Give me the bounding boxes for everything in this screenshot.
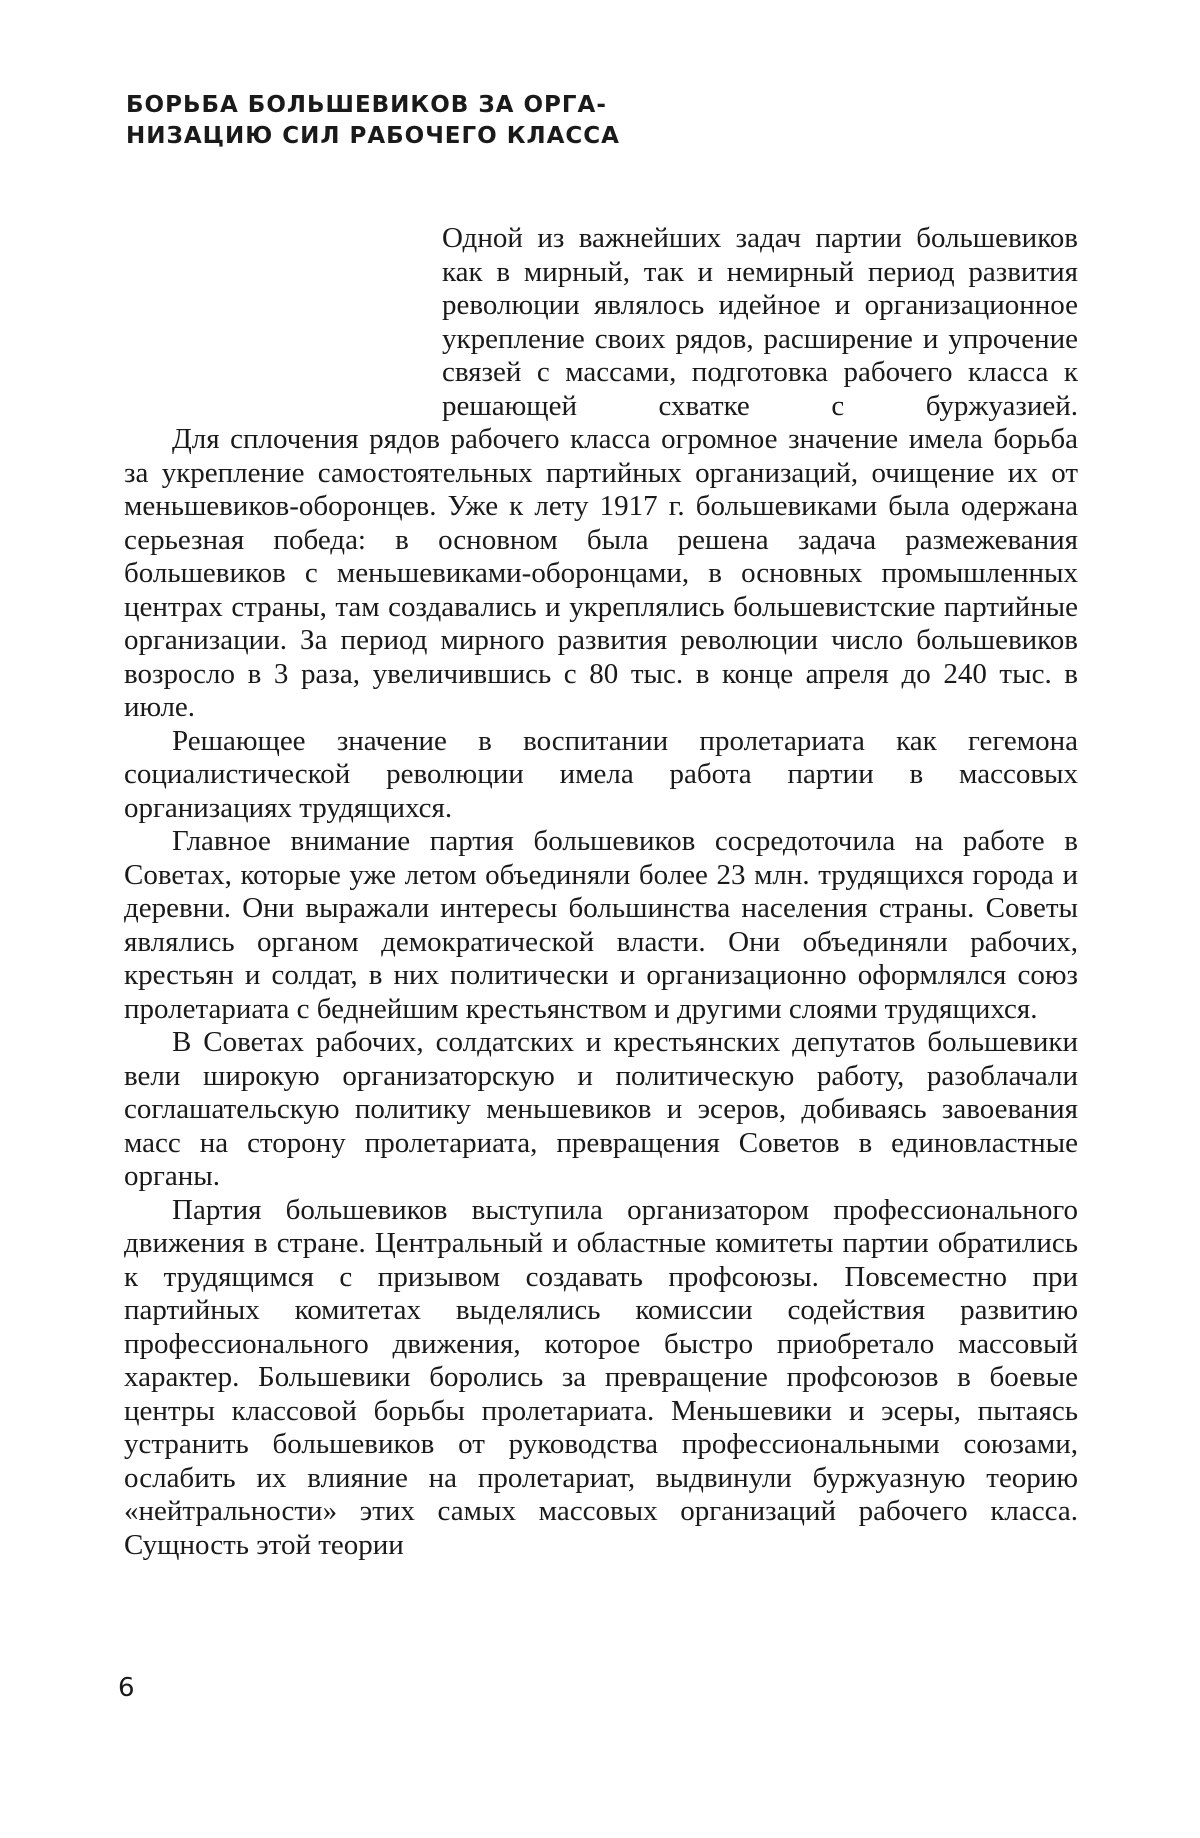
section-heading-line-2: НИЗАЦИЮ СИЛ РАБОЧЕГО КЛАССА bbox=[126, 121, 826, 152]
paragraph-4: Главное внимание партия большевиков сосредоточила на работе в Советах, которые уже летом объединяли более 23 млн. трудящихся города и деревни. Они выражали интересы большинства населения страны. Советы являлись органом демократической власти. Они объединяли рабочих, крестьян и солдат, в них политически и организационно оформлялся союз пролетариата с беднейшим крестьянством и другими слоями трудящихся. bbox=[124, 825, 1078, 1026]
paragraph-5: В Советах рабочих, солдатских и крестьянских депутатов большевики вели широкую организаторскую и политическую работу, разоблачали соглашательскую политику меньшевиков и эсеров, добиваясь завоевания масс на сторону пролетариата, превращения Советов в единовластные органы. bbox=[124, 1026, 1078, 1194]
section-heading bbox=[126, 90, 826, 152]
paragraph-1-text: Одной из важнейших задач партии большевиков как в мирный, так и немирный период развития революции являлось идейное и организационное укрепление своих рядов, расширение и упрочение связей с массами, подготовка рабочего класса к решающей схватке с буржуазией. bbox=[124, 222, 1078, 423]
section-heading-line-1: БОРЬБА БОЛЬШЕВИКОВ ЗА ОРГА- bbox=[126, 90, 826, 121]
paragraph-6: Партия большевиков выступила организатором профессионального движения в стране. Центральный и областные комитеты партии обратились к трудящимся с призывом создавать профсоюзы. Повсеместно при партийных комитетах выделялись комиссии содействия развитию профессионального движения, которое быстро приобретало массовый характер. Большевики боролись за превращение профсоюзов в боевые центры классовой борьбы пролетариата. Меньшевики и эсеры, пытаясь устранить большевиков от руководства профессиональными союзами, ослабить их влияние на пролетариат, выдвинули буржуазную теорию «нейтральности» этих самых массовых организаций рабочего класса. Сущность этой теории bbox=[124, 1194, 1078, 1563]
paragraph-3: Решающее значение в воспитании пролетариата как гегемона социалистической революции имела работа партии в массовых организациях трудящихся. bbox=[124, 725, 1078, 826]
page-number: 6 bbox=[118, 1673, 135, 1703]
body-text bbox=[124, 222, 1078, 1562]
paragraph-1 bbox=[124, 222, 1078, 423]
paragraph-2: Для сплочения рядов рабочего класса огромное значение имела борьба за укрепление самостоятельных партийных организаций, очищение их от меньшевиков-оборонцев. Уже к лету 1917 г. большевиками была одержана серьезная победа: в основном была решена задача размежевания большевиков с меньшевиками-оборонцами, в основных промышленных центрах страны, там создавались и укреплялись большевистские партийные организации. За период мирного развития революции число большевиков возросло в 3 раза, увеличившись с 80 тыс. в конце апреля до 240 тыс. в июле. bbox=[124, 423, 1078, 725]
